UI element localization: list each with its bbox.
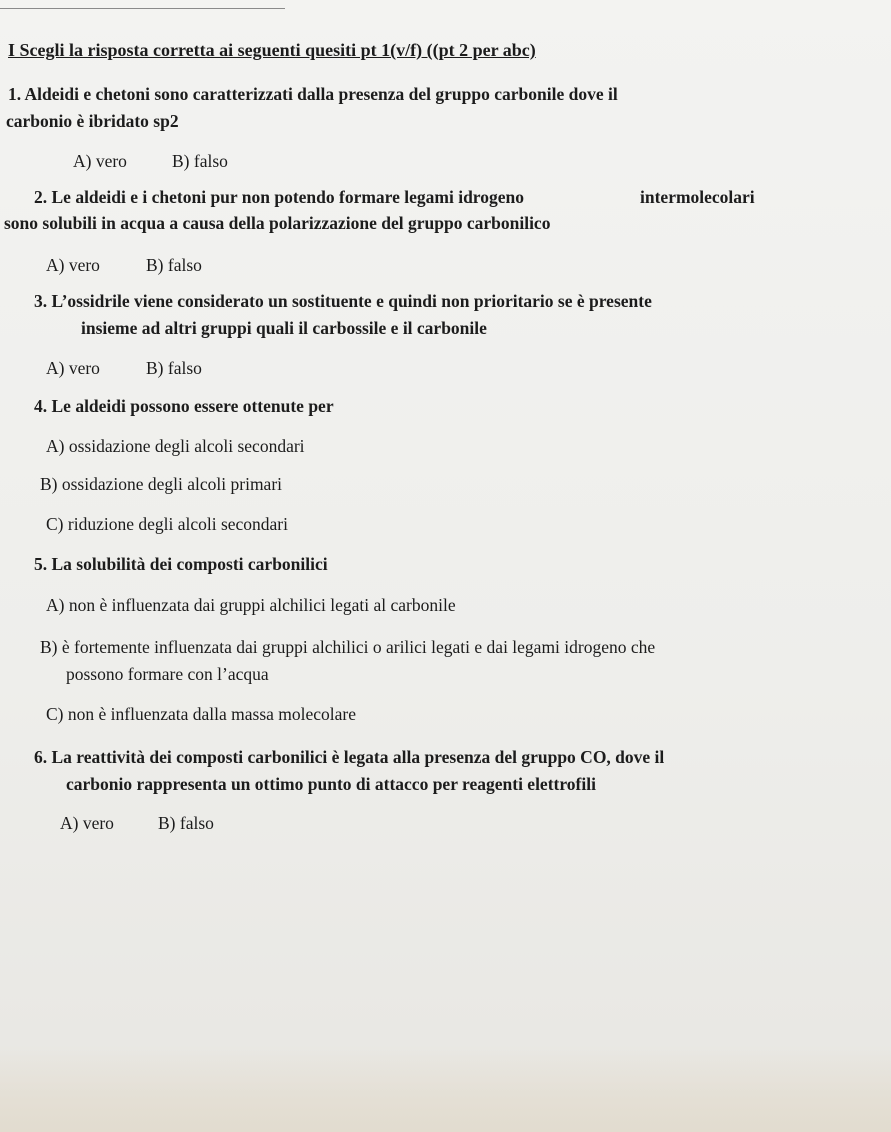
question-5-line-1: 5. La solubilità dei composti carbonilici (34, 554, 328, 574)
section-header: I Scegli la risposta corretta ai seguenti quesiti pt 1(v/f) ((pt 2 per abc) (8, 40, 536, 60)
question-5-option-c[interactable]: C) non è influenzata dalla massa molecolare (46, 704, 357, 724)
question-6-line-1: 6. La reattività dei composti carbonilici è legata alla presenza del gruppo CO, dove il (34, 747, 665, 767)
question-3-option-a[interactable]: A) vero (46, 358, 100, 378)
question-5-option-a[interactable]: A) non è influenzata dai gruppi alchilici legati al carbonile (46, 595, 456, 615)
question-3-line-2: insieme ad altri gruppi quali il carbossile e il carbonile (81, 318, 487, 338)
question-2-option-a[interactable]: A) vero (46, 255, 100, 275)
question-2-line-1: 2. Le aldeidi e i chetoni pur non potendo formare legami idrogeno (34, 187, 525, 207)
question-1-line-1: 1. Aldeidi e chetoni sono caratterizzati dalla presenza del gruppo carbonile dove il (8, 84, 618, 104)
question-3-line-1: 3. L’ossidrile viene considerato un sostituente e quindi non prioritario se è presente (34, 291, 652, 311)
question-4-option-b[interactable]: B) ossidazione degli alcoli primari (40, 474, 283, 494)
question-6-line-2: carbonio rappresenta un ottimo punto di attacco per reagenti elettrofili (66, 774, 596, 794)
question-2-line-2: sono solubili in acqua a causa della polarizzazione del gruppo carbonilico (4, 213, 551, 233)
question-2-line-1b: intermolecolari (640, 187, 755, 207)
question-5-option-b-continued: possono formare con l’acqua (66, 664, 269, 684)
top-rule-line (0, 8, 285, 9)
question-6-option-a[interactable]: A) vero (60, 813, 114, 833)
question-4-option-c[interactable]: C) riduzione degli alcoli secondari (46, 514, 289, 534)
question-6-option-b[interactable]: B) falso (158, 813, 214, 833)
question-2-option-b[interactable]: B) falso (146, 255, 202, 275)
question-1-option-b[interactable]: B) falso (172, 151, 228, 171)
question-5-option-b[interactable]: B) è fortemente influenzata dai gruppi alchilici o arilici legati e dai legami idrogeno che (40, 637, 656, 657)
question-1-option-a[interactable]: A) vero (73, 151, 127, 171)
paper-bottom-shade (0, 1050, 891, 1132)
question-3-option-b[interactable]: B) falso (146, 358, 202, 378)
question-1-line-2: carbonio è ibridato sp2 (6, 111, 179, 131)
question-4-line-1: 4. Le aldeidi possono essere ottenute per (34, 396, 334, 416)
question-4-option-a[interactable]: A) ossidazione degli alcoli secondari (46, 436, 305, 456)
